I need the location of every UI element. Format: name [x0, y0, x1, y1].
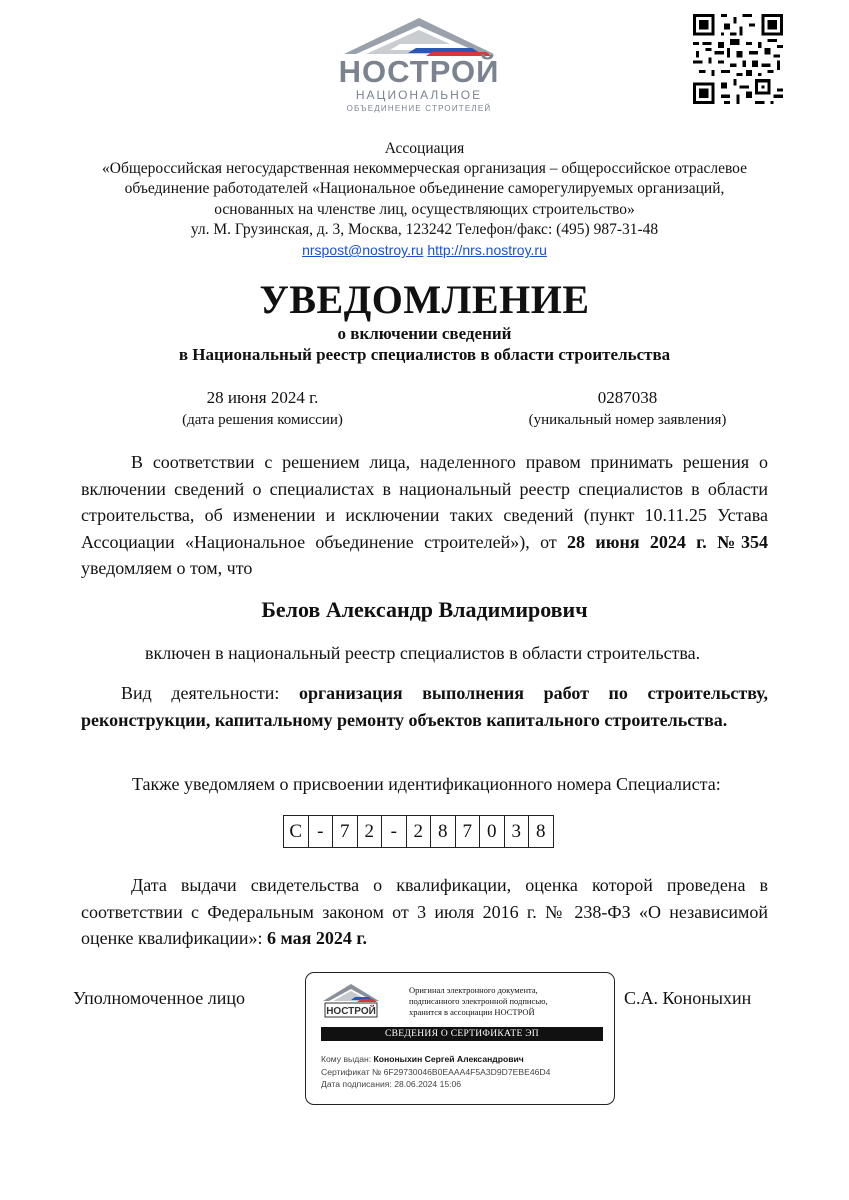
stamp-logo-text: НОСТРОЙ: [326, 1006, 376, 1017]
certificate-number-row: [321, 1066, 550, 1079]
subtitle-line-1: о включении сведений: [337, 324, 512, 343]
id-char-cell: 8: [430, 815, 456, 848]
id-char-cell: 2: [357, 815, 383, 848]
id-char-cell: 7: [332, 815, 358, 848]
email-link[interactable]: nrspost@nostroy.ru: [302, 242, 424, 259]
qualification-paragraph: [81, 872, 768, 952]
signing-date-label: Дата подписания:: [321, 1079, 392, 1089]
activity-label: Вид деятельности:: [121, 683, 299, 703]
document-title: УВЕДОМЛЕНИЕ: [259, 277, 590, 322]
org-address: ул. М. Грузинская, д. 3, Москва, 123242 Телефон/факс: (495) 987-31-48: [190, 220, 659, 238]
decision-date-caption: (дата решения комиссии): [182, 412, 343, 428]
certificate-info: [321, 1053, 550, 1091]
decision-tail: уведомляем о том, что: [81, 558, 253, 578]
application-number-caption: (уникальный номер заявления): [528, 412, 727, 428]
id-assignment-statement: Также уведомляем о присвоении идентификационного номера Специалиста:: [132, 774, 721, 794]
document-subtitle: [0, 323, 849, 365]
decision-date: 28 июня 2024 г.: [206, 388, 319, 407]
certificate-owner: Кононыхин Сергей Александрович: [373, 1054, 524, 1064]
certificate-info-bar: СВЕДЕНИЯ О СЕРТИФИКАТЕ ЭП: [321, 1027, 603, 1041]
qualification-text: Дата выдачи свидетельства о квалификации, оценка которой проведена в соответствии с Федеральным законом от 3 июля 2016 г. № 238-ФЗ «О независимой оценке квалификации»:: [81, 875, 768, 948]
specialist-id-number: [284, 815, 554, 848]
certificate-owner-label: Кому выдан:: [321, 1054, 372, 1064]
stamp-logo: [321, 981, 381, 1023]
signing-date: 28.06.2024 15:06: [394, 1079, 462, 1089]
organization-header: [40, 139, 809, 261]
stamp-original-note: [409, 985, 605, 1018]
qr-code: [693, 14, 783, 104]
logo-brand: НОСТРОЙ: [338, 54, 500, 89]
certificate-number: 6F29730046B0EAAA4F5A3D9D7EBE46D4: [383, 1066, 551, 1077]
signing-date-row: [321, 1078, 550, 1091]
org-line-3: объединение работодателей «Национальное объединение саморегулируемых организаций,: [124, 180, 725, 198]
qualification-date: 6 мая 2024 г.: [266, 928, 367, 948]
application-number: 0287038: [597, 388, 658, 407]
certificate-number-label: Сертификат №: [321, 1066, 382, 1077]
authorized-person-label: Уполномоченное лицо: [73, 988, 246, 1008]
id-char-cell: 2: [406, 815, 432, 848]
decision-text: В соответствии с решением лица, наделенного правом принимать решения о включении сведений о специалистах в национальный реестр специалистов в области строительства, об изменении и исключении таких сведений (пункт 10.11.25 Устава Ассоциации «Национальное объединение строителей»), от: [81, 452, 768, 552]
org-line-1: Ассоциация: [384, 140, 465, 157]
id-char-cell: 8: [528, 815, 554, 848]
id-char-cell: 7: [455, 815, 481, 848]
stamp-note-line-2: подписанного электронной подписью,: [409, 996, 548, 1006]
decision-reference: 28 июня 2024 г. №354: [567, 531, 769, 552]
logo-subtitle-small: ОБЪЕДИНЕНИЕ СТРОИТЕЛЕЙ: [346, 104, 492, 113]
org-line-4: основанных на членстве лиц, осуществляющих строительство»: [214, 200, 635, 218]
org-links: [40, 240, 809, 261]
decision-paragraph: [81, 449, 768, 582]
electronic-signature-stamp: [305, 972, 615, 1105]
specialist-name: Белов Александр Владимирович: [261, 597, 588, 622]
id-char-cell: 0: [479, 815, 505, 848]
application-number-block: [510, 388, 745, 429]
org-line-2: «Общероссийская негосударственная некоммерческая организация – общероссийское отраслевое: [102, 160, 747, 178]
id-char-cell: -: [381, 815, 407, 848]
nostroy-logo: [338, 14, 500, 113]
inclusion-statement: включен в национальный реестр специалистов в области строительства.: [145, 643, 701, 663]
stamp-roof-icon: [321, 981, 381, 1023]
activity-value: организация выполнения работ по строительству, реконструкции, капитальному ремонту объектов капитального строительства.: [81, 683, 768, 730]
logo-subtitle: НАЦИОНАЛЬНОЕ: [355, 88, 483, 102]
website-link[interactable]: http://nrs.nostroy.ru: [427, 242, 547, 259]
certificate-owner-row: [321, 1053, 550, 1066]
subtitle-line-2: в Национальный реестр специалистов в области строительства: [178, 345, 671, 364]
id-char-cell: 3: [504, 815, 530, 848]
stamp-note-line-3: хранится в ассоциации НОСТРОЙ: [409, 1007, 535, 1017]
stamp-note-line-1: Оригинал электронного документа,: [409, 985, 538, 995]
signatory-name: С.А. Кононыхин: [624, 988, 752, 1008]
activity-paragraph: [81, 680, 768, 733]
decision-date-block: [160, 388, 365, 429]
id-char-cell: С: [283, 815, 309, 848]
id-char-cell: -: [308, 815, 334, 848]
